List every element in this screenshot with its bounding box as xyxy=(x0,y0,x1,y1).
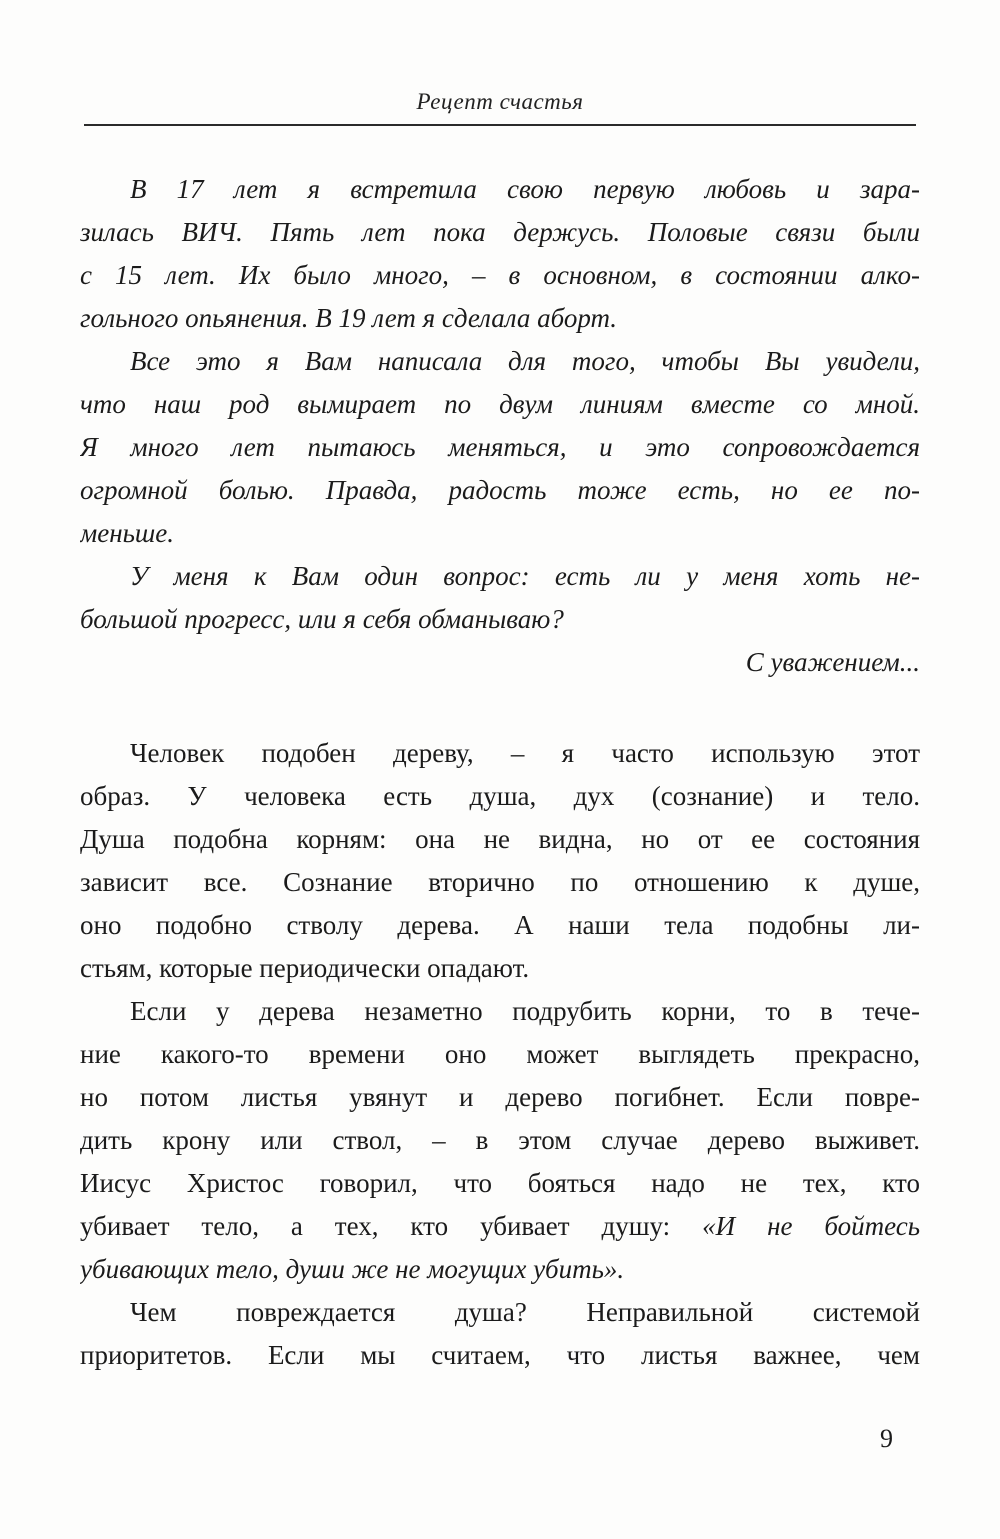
body-text xyxy=(80,732,920,1377)
text-line xyxy=(80,818,920,861)
text-segment: В 17 лет я встретила свою первую любовь и зара- xyxy=(130,173,920,204)
text-line xyxy=(80,775,920,818)
text-segment: У меня к Вам один вопрос: есть ли у меня хоть не- xyxy=(130,560,920,591)
header-divider-rule xyxy=(84,124,916,126)
text-line xyxy=(80,168,920,211)
text-line xyxy=(80,947,920,990)
text-line xyxy=(80,1291,920,1334)
text-segment: С уважением... xyxy=(745,646,920,677)
text-line xyxy=(80,641,920,684)
text-segment: убивающих тело, души же не могущих убить». xyxy=(80,1253,625,1284)
text-segment: ние какого-то времени оно может выглядеть прекрасно, xyxy=(80,1038,920,1069)
text-segment: зависит все. Сознание вторично по отношению к душе, xyxy=(80,866,920,897)
text-line xyxy=(80,426,920,469)
text-line xyxy=(80,383,920,426)
text-segment: стьям, которые периодически опадают. xyxy=(80,952,530,983)
text-block xyxy=(80,168,920,1377)
text-segment: образ. У человека есть душа, дух (сознание) и тело. xyxy=(80,780,920,811)
text-segment: но потом листья увянут и дерево погибнет. Если повре- xyxy=(80,1081,920,1112)
text-segment: приоритетов. Если мы считаем, что листья важнее, чем xyxy=(80,1339,920,1370)
text-line xyxy=(80,861,920,904)
text-line xyxy=(80,340,920,383)
text-segment: Человек подобен дереву, – я часто использую этот xyxy=(130,737,920,768)
text-segment: оно подобно стволу дерева. А наши тела подобны ли- xyxy=(80,909,920,940)
text-segment: Иисус Христос говорил, что бояться надо не тех, кто xyxy=(80,1167,920,1198)
text-line xyxy=(80,1205,920,1248)
text-segment: Если у дерева незаметно подрубить корни, то в тече- xyxy=(130,995,920,1026)
text-line xyxy=(80,990,920,1033)
text-segment: гольного опьянения. В 19 лет я сделала аборт. xyxy=(80,302,618,333)
text-segment: что наш род вымирает по двум линиям вместе со мной. xyxy=(80,388,920,419)
text-segment: огромной болью. Правда, радость тоже есть, но ее по- xyxy=(80,474,920,505)
text-segment: дить крону или ствол, – в этом случае дерево выживет. xyxy=(80,1124,920,1155)
text-line xyxy=(80,254,920,297)
text-line xyxy=(80,1248,920,1291)
text-segment: Душа подобна корням: она не видна, но от ее состояния xyxy=(80,823,920,854)
text-segment: Все это я Вам написала для того, чтобы Вы увидели, xyxy=(130,345,920,376)
page-number: 9 xyxy=(880,1424,893,1453)
text-line xyxy=(80,1033,920,1076)
text-line xyxy=(80,469,920,512)
text-segment: с 15 лет. Их было много, – в основном, в состоянии алко- xyxy=(80,259,920,290)
text-segment: большой прогресс, или я себя обманываю? xyxy=(80,603,564,634)
text-segment: Я много лет пытаюсь меняться, и это сопровождается xyxy=(80,431,920,462)
text-line xyxy=(80,1119,920,1162)
text-line xyxy=(80,555,920,598)
text-line xyxy=(80,297,920,340)
text-line xyxy=(80,1162,920,1205)
text-line xyxy=(80,904,920,947)
running-head-title: Рецепт счастья xyxy=(416,89,584,114)
text-segment: меньше. xyxy=(80,517,175,548)
text-line xyxy=(80,211,920,254)
text-line xyxy=(80,512,920,555)
letter-quote xyxy=(80,168,920,684)
text-line xyxy=(80,732,920,775)
text-segment: «И не бойтесь xyxy=(702,1210,920,1241)
text-line xyxy=(80,598,920,641)
text-segment: зилась ВИЧ. Пять лет пока держусь. Половые связи были xyxy=(80,216,920,247)
text-line xyxy=(80,1076,920,1119)
text-segment: Чем повреждается душа? Неправильной системой xyxy=(130,1296,920,1327)
text-segment: убивает тело, а тех, кто убивает душу: xyxy=(80,1210,703,1241)
text-line xyxy=(80,1334,920,1377)
